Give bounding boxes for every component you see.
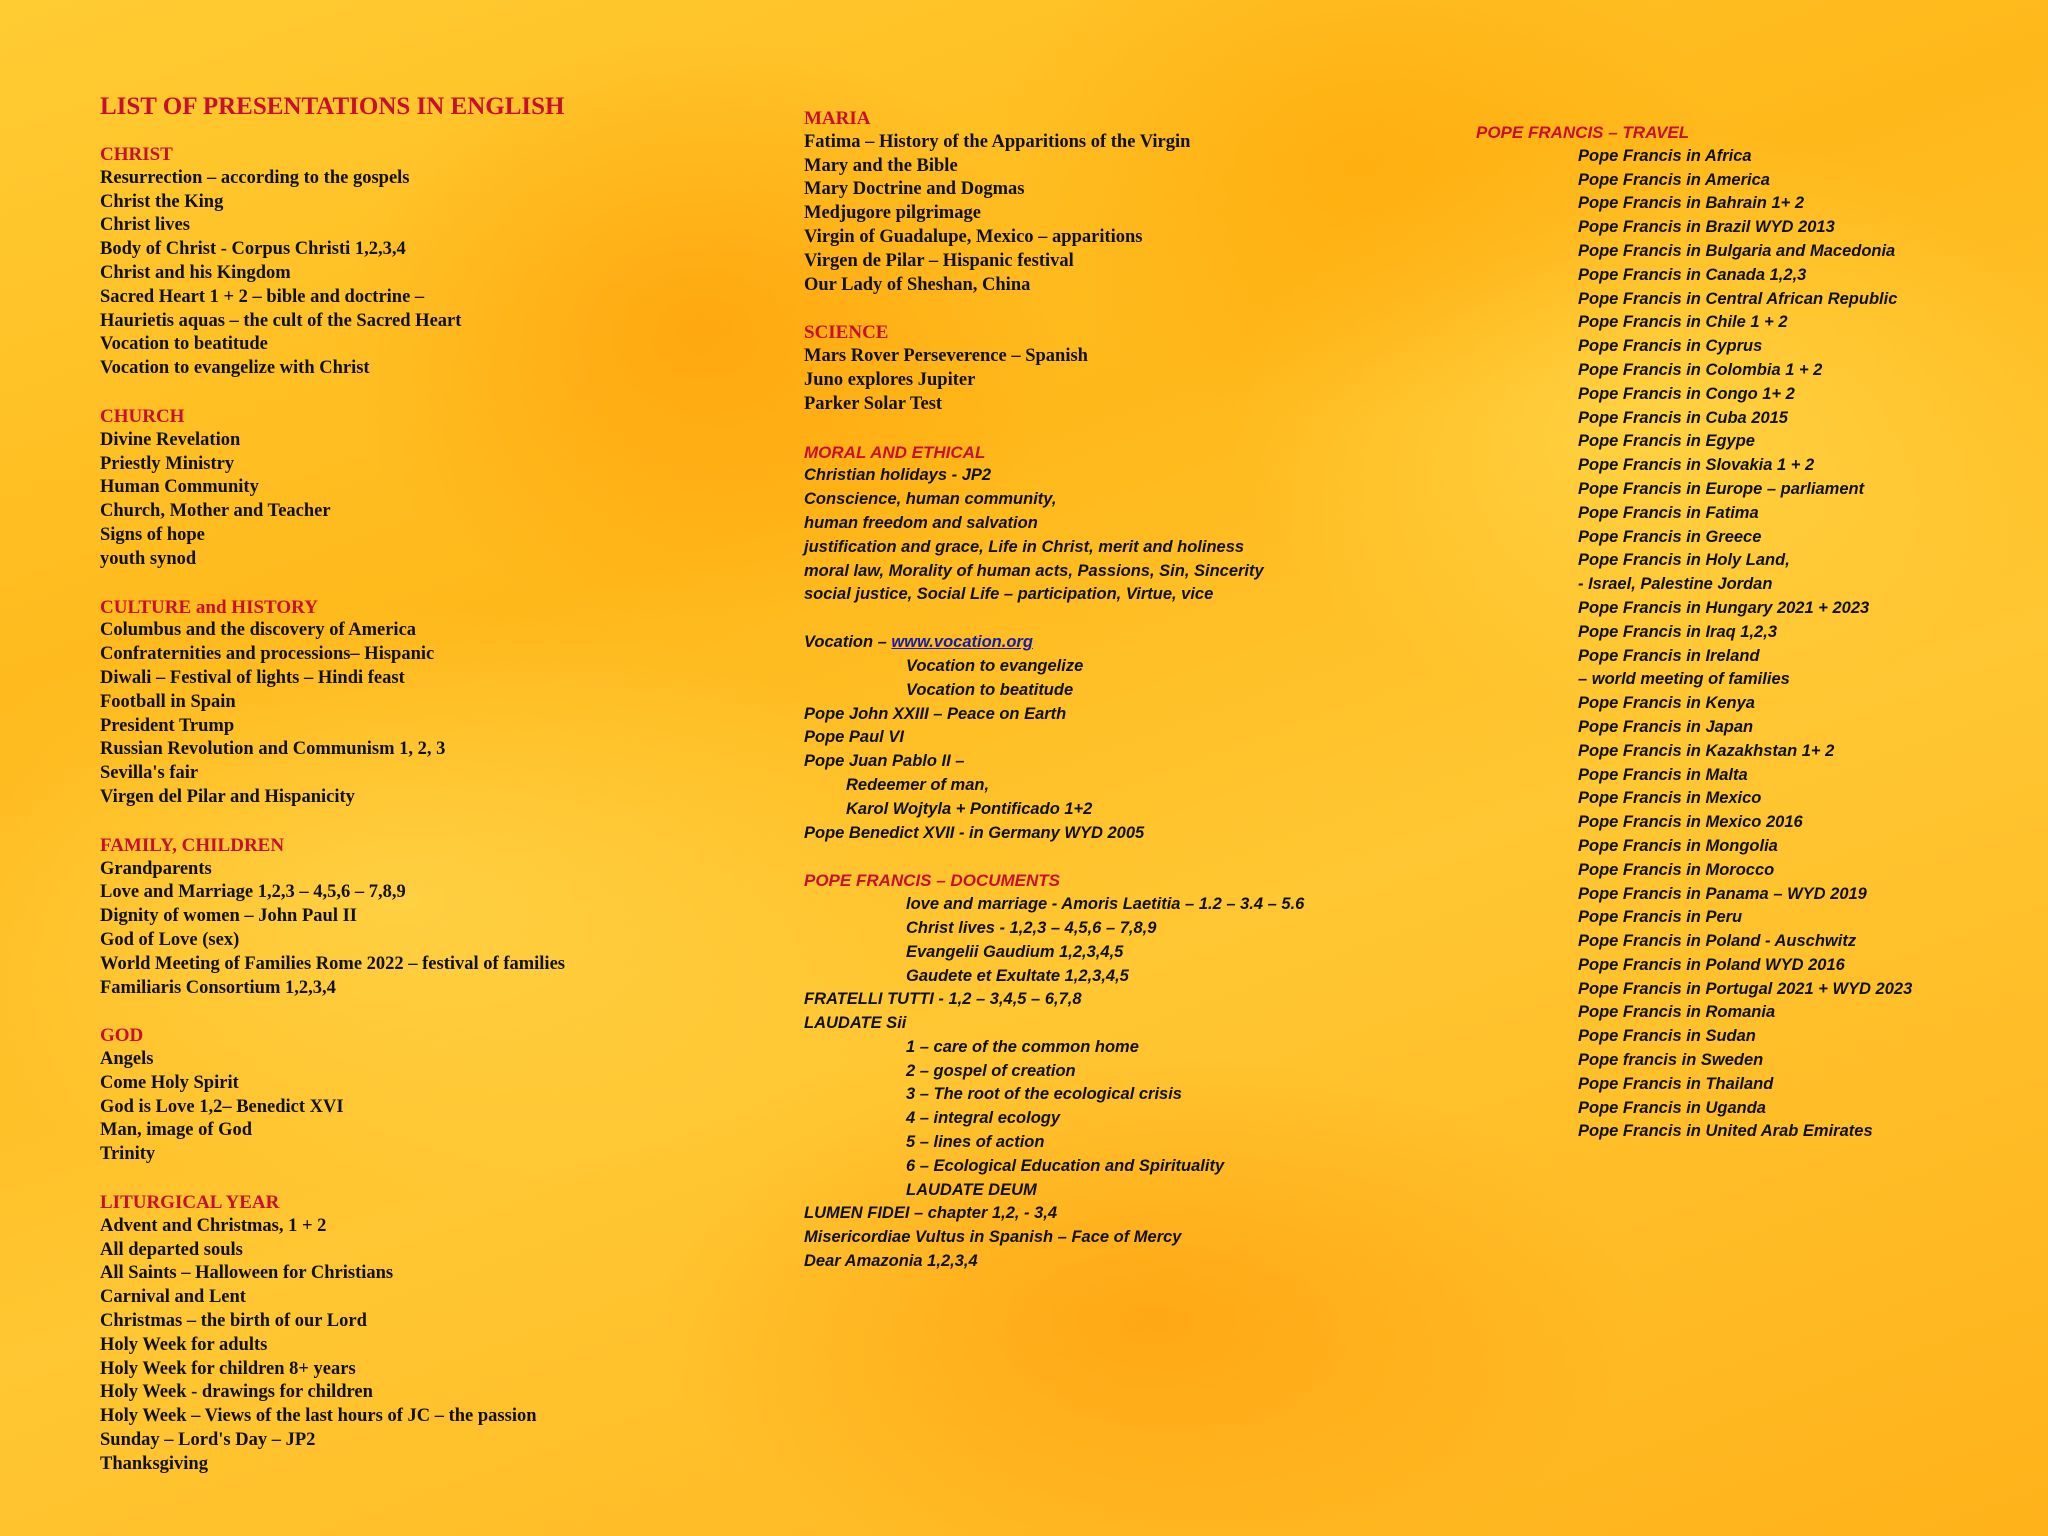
- section-science: [804, 321, 1344, 416]
- list-item: 5 – lines of action: [906, 1133, 1045, 1152]
- list-item: Holy Week for adults: [100, 1334, 268, 1355]
- list-item: Come Holy Spirit: [100, 1072, 239, 1093]
- section-heading: MARIA: [804, 108, 871, 129]
- list-item: Pope Francis in Colombia 1 + 2: [1578, 360, 1823, 379]
- section-heading: MORAL AND ETHICAL: [804, 442, 986, 462]
- list-item: Christ the King: [100, 191, 224, 212]
- list-item: human freedom and salvation: [804, 513, 1038, 532]
- list-item: Columbus and the discovery of America: [100, 620, 417, 641]
- list-item: Medjugore pilgrimage: [804, 203, 981, 224]
- list-item: Juno explores Jupiter: [804, 369, 976, 390]
- list-item: Confraternities and processions– Hispanic: [100, 644, 435, 665]
- section-heading: POPE FRANCIS – DOCUMENTS: [804, 871, 1060, 891]
- list-item: Pope Francis in Hungary 2021 + 2023: [1578, 598, 1870, 617]
- list-item: Pope Francis in Cuba 2015: [1578, 408, 1788, 427]
- list-item: Pope Francis in Kazakhstan 1+ 2: [1578, 741, 1835, 760]
- section-heading: SCIENCE: [804, 322, 889, 344]
- spacer: [804, 607, 1344, 631]
- list-item: Pope Francis in Kenya: [1578, 694, 1755, 713]
- section-god: [100, 1024, 760, 1167]
- section-heading: POPE FRANCIS – TRAVEL: [1476, 123, 1690, 142]
- list-item: Pope Francis in Greece: [1578, 527, 1762, 546]
- list-item: Pope Francis in Morocco: [1578, 860, 1775, 879]
- list-item: Pope Paul VI: [804, 728, 904, 747]
- page-title: LIST OF PRESENTATIONS IN ENGLISH: [100, 93, 565, 120]
- list-item: Pope Francis in Fatima: [1578, 503, 1759, 522]
- list-item: Resurrection – according to the gospels: [100, 167, 410, 188]
- list-item: Pope Francis in Egype: [1578, 432, 1755, 451]
- column-right: [1476, 121, 2036, 1168]
- list-item: Pope Francis in Romania: [1578, 1003, 1776, 1022]
- list-item: LAUDATE DEUM: [906, 1180, 1037, 1199]
- list-item: Carnival and Lent: [100, 1287, 246, 1308]
- list-item: Vocation to evangelize with Christ: [100, 358, 370, 379]
- list-item: Human Community: [100, 477, 259, 498]
- list-item: Vocation to beatitude: [906, 680, 1074, 699]
- section-family-children: [100, 834, 760, 1001]
- list-item: Virgin of Guadalupe, Mexico – apparitions: [804, 226, 1143, 247]
- vocation-line: [804, 631, 1344, 655]
- list-item: Trinity: [100, 1144, 156, 1165]
- section-christ: [100, 143, 760, 381]
- list-item: moral law, Morality of human acts, Passions, Sin, Sincerity: [804, 561, 1264, 580]
- list-item: Pope Francis in Central African Republic: [1578, 289, 1898, 308]
- list-item: Haurietis aquas – the cult of the Sacred Heart: [100, 310, 462, 331]
- list-item: Vocation to beatitude: [100, 334, 268, 355]
- list-item: Pope francis in Sweden: [1578, 1051, 1764, 1070]
- list-item: 2 – gospel of creation: [906, 1061, 1076, 1080]
- list-item: Football in Spain: [100, 691, 236, 712]
- list-item: Signs of hope: [100, 524, 205, 545]
- list-item: Pope Francis in Holy Land,: [1578, 551, 1790, 570]
- list-item: Virgen de Pilar – Hispanic festival: [804, 250, 1074, 271]
- list-item: 6 – Ecological Education and Spirituality: [906, 1156, 1225, 1175]
- list-item: Pope Francis in Brazil WYD 2013: [1578, 218, 1835, 237]
- list-item: Thanksgiving: [100, 1453, 208, 1474]
- list-item: Misericordiae Vultus in Spanish – Face of Mercy: [804, 1228, 1182, 1247]
- section-church: [100, 405, 760, 572]
- section-heading: CHRIST: [100, 144, 173, 165]
- list-item: Pope Francis in Portugal 2021 + WYD 2023: [1578, 979, 1913, 998]
- list-item: Christ lives - 1,2,3 – 4,5,6 – 7,8,9: [906, 918, 1157, 937]
- list-item: Sevilla's fair: [100, 763, 199, 784]
- list-item: Man, image of God: [100, 1120, 253, 1141]
- list-item: 1 – care of the common home: [906, 1037, 1139, 1056]
- list-item: Sacred Heart 1 + 2 – bible and doctrine –: [100, 286, 425, 307]
- list-item: Pope John XXIII – Peace on Earth: [804, 704, 1067, 723]
- list-item: Pope Francis in America: [1578, 170, 1770, 189]
- list-item: Priestly Ministry: [100, 453, 235, 474]
- list-item: Pope Francis in Congo 1+ 2: [1578, 384, 1795, 403]
- list-item: Pope Francis in Mongolia: [1578, 836, 1778, 855]
- list-item: youth synod: [100, 548, 197, 569]
- list-item: Body of Christ - Corpus Christi 1,2,3,4: [100, 239, 406, 260]
- list-item: Christmas – the birth of our Lord: [100, 1311, 367, 1332]
- list-item: FRATELLI TUTTI - 1,2 – 3,4,5 – 6,7,8: [804, 990, 1082, 1009]
- list-item: Dear Amazonia 1,2,3,4: [804, 1252, 978, 1271]
- section-pope-francis-travel: [1476, 121, 2036, 1144]
- list-item: Pope Benedict XVII - in Germany WYD 2005: [804, 823, 1145, 842]
- list-item: Sunday – Lord's Day – JP2: [100, 1430, 316, 1451]
- section-heading: CHURCH: [100, 405, 185, 427]
- list-item: Pope Francis in Poland - Auschwitz: [1578, 932, 1857, 951]
- list-item: All departed souls: [100, 1239, 243, 1260]
- list-item: Evangelii Gaudium 1,2,3,4,5: [906, 942, 1124, 961]
- list-item: Holy Week for children 8+ years: [100, 1358, 356, 1379]
- column-middle: [804, 107, 1344, 1298]
- list-item: Pope Francis in Poland WYD 2016: [1578, 955, 1845, 974]
- list-item: love and marriage - Amoris Laetitia – 1.2 – 3.4 – 5.6: [906, 895, 1305, 914]
- list-item: All Saints – Halloween for Christians: [100, 1263, 394, 1284]
- list-item: Russian Revolution and Communism 1, 2, 3: [100, 739, 446, 760]
- list-item: Christ and his Kingdom: [100, 262, 291, 283]
- section-heading: GOD: [100, 1025, 144, 1047]
- list-item: Church, Mother and Teacher: [100, 501, 331, 522]
- list-item: God is Love 1,2– Benedict XVI: [100, 1096, 344, 1117]
- list-item: Divine Revelation: [100, 429, 241, 450]
- list-item: Advent and Christmas, 1 + 2: [100, 1215, 327, 1236]
- list-item: Grandparents: [100, 858, 212, 879]
- list-item: Pope Francis in Bahrain 1+ 2: [1578, 194, 1805, 213]
- list-item: Familiaris Consortium 1,2,3,4: [100, 977, 336, 998]
- section-heading: LITURGICAL YEAR: [100, 1192, 280, 1214]
- list-item: Mars Rover Perseverence – Spanish: [804, 346, 1088, 367]
- section-culture-history: [100, 596, 760, 810]
- list-item: Conscience, human community,: [804, 490, 1057, 509]
- column-left: [100, 93, 760, 1501]
- list-item: Christ lives: [100, 215, 190, 236]
- list-item: Gaudete et Exultate 1,2,3,4,5: [906, 966, 1129, 985]
- list-item: World Meeting of Families Rome 2022 – festival of families: [100, 953, 565, 974]
- section-liturgical-year: [100, 1191, 760, 1477]
- list-item: Pope Francis in Panama – WYD 2019: [1578, 884, 1867, 903]
- list-item: – world meeting of families: [1578, 670, 1790, 689]
- list-item: Redeemer of man,: [846, 775, 990, 794]
- list-item: Christian holidays - JP2: [804, 466, 992, 485]
- list-item: Pope Francis in Bulgaria and Macedonia: [1578, 241, 1896, 260]
- list-item: Holy Week – Views of the last hours of JC – the passion: [100, 1406, 537, 1427]
- list-item: Virgen del Pilar and Hispanicity: [100, 786, 355, 807]
- list-item: Pope Francis in Cyprus: [1578, 337, 1763, 356]
- list-item: Pope Francis in United Arab Emirates: [1578, 1122, 1873, 1141]
- list-item: Pope Francis in Thailand: [1578, 1074, 1774, 1093]
- list-item: 4 – integral ecology: [906, 1109, 1061, 1128]
- list-item: Pope Francis in Canada 1,2,3: [1578, 265, 1807, 284]
- list-item: Our Lady of Sheshan, China: [804, 274, 1031, 295]
- list-item: Love and Marriage 1,2,3 – 4,5,6 – 7,8,9: [100, 882, 406, 903]
- list-item: Pope Francis in Ireland: [1578, 646, 1760, 665]
- list-item: Mary Doctrine and Dogmas: [804, 179, 1025, 200]
- list-item: Pope Francis in Malta: [1578, 765, 1748, 784]
- list-item: LUMEN FIDEI – chapter 1,2, - 3,4: [804, 1204, 1058, 1223]
- vocation-link[interactable]: www.vocation.org: [891, 633, 1033, 652]
- list-item: Pope Francis in Japan: [1578, 717, 1754, 736]
- vocation-prefix: Vocation –: [804, 633, 892, 652]
- section-moral-ethical: [804, 441, 1344, 846]
- list-item: Pope Juan Pablo II –: [804, 752, 965, 771]
- list-item: Holy Week - drawings for children: [100, 1382, 373, 1403]
- section-heading: CULTURE and HISTORY: [100, 596, 318, 618]
- list-item: Pope Francis in Slovakia 1 + 2: [1578, 456, 1815, 475]
- list-item: Pope Francis in Europe – parliament: [1578, 479, 1865, 498]
- list-item: Pope Francis in Mexico: [1578, 789, 1762, 808]
- list-item: Karol Wojtyla + Pontificado 1+2: [846, 799, 1093, 818]
- list-item: 3 – The root of the ecological crisis: [906, 1085, 1182, 1104]
- list-item: Dignity of women – John Paul II: [100, 906, 357, 927]
- section-heading: FAMILY, CHILDREN: [100, 834, 285, 856]
- list-item: Mary and the Bible: [804, 155, 958, 176]
- list-item: Diwali – Festival of lights – Hindi feast: [100, 667, 405, 688]
- section-maria: [804, 107, 1344, 297]
- list-item: Pope Francis in Uganda: [1578, 1098, 1766, 1117]
- list-item: Pope Francis in Africa: [1578, 146, 1752, 165]
- list-item: Pope Francis in Peru: [1578, 908, 1743, 927]
- list-item: Pope Francis in Chile 1 + 2: [1578, 313, 1788, 332]
- list-item: Pope Francis in Iraq 1,2,3: [1578, 622, 1777, 641]
- list-item: Parker Solar Test: [804, 393, 943, 414]
- list-item: social justice, Social Life – participation, Virtue, vice: [804, 585, 1214, 604]
- list-item: Pope Francis in Mexico 2016: [1578, 813, 1803, 832]
- list-item: President Trump: [100, 715, 235, 736]
- list-item: Fatima – History of the Apparitions of the Virgin: [804, 131, 1191, 152]
- list-item: LAUDATE Sii: [804, 1014, 907, 1033]
- list-item: Vocation to evangelize: [906, 656, 1084, 675]
- list-item: - Israel, Palestine Jordan: [1578, 575, 1773, 594]
- list-item: God of Love (sex): [100, 929, 240, 950]
- list-item: Angels: [100, 1049, 154, 1070]
- list-item: Pope Francis in Sudan: [1578, 1027, 1756, 1046]
- section-pope-francis-documents: [804, 869, 1344, 1274]
- list-item: justification and grace, Life in Christ, merit and holiness: [804, 537, 1245, 556]
